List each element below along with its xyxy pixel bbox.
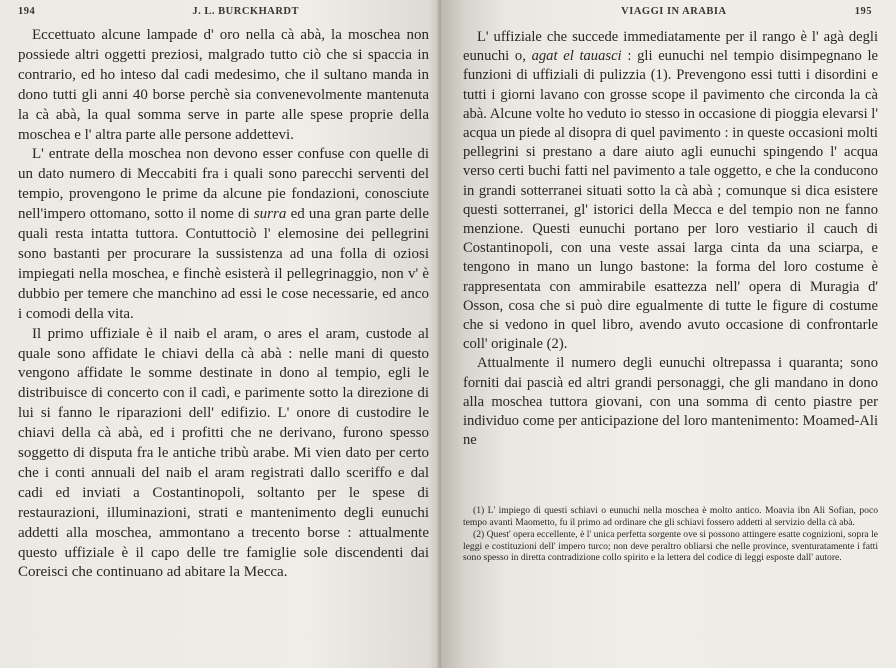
footnotes xyxy=(463,505,878,565)
left-page xyxy=(0,0,441,668)
right-paragraph-1 xyxy=(463,28,878,354)
running-head-author: J. L. BURCKHARDT xyxy=(192,6,299,17)
page-number-left: 194 xyxy=(18,6,36,17)
footnote-2: (2) Quest' opera eccellente, è l' unica perfetta sorgente ove si possono attingere esatte cognizioni, sopra le leggi e costituzioni dell' impero turco; non deve peraltro obliarsi che nelle province, sventuratamente i fatti sono spesso in diretta contradizione collo spirito e la lettera del codice di leggi esposte dall' autore. xyxy=(463,529,878,564)
left-running-head xyxy=(18,6,429,22)
surra-term: surra xyxy=(253,206,287,223)
left-paragraph-2 xyxy=(18,145,429,324)
running-head-title: VIAGGI IN ARABIA xyxy=(621,6,727,17)
left-paragraph-2-end: ed una gran parte delle quali resta intatta tuttora. Contuttociò l' elemosine dei pellegrini sono bastanti per procurare la sussistenza ad una folla di oziosi impiegati nella moschea, e finchè esisterà il pellegrinaggio, non v' è dubbio per temere che manchino ad essi le cose necessarie, ed anco i comodi della vita. xyxy=(18,206,429,322)
page-number-right: 195 xyxy=(854,6,872,17)
right-page xyxy=(441,0,896,668)
left-paragraph-3: Il primo uffiziale è il naib el aram, o ares el aram, custode al quale sono affidate le chiavi della cà abà : nelle mani di questo vengono affidate le somme destinate in dono al tempio, egli le distribuisce di concerto con il cadì, e parimente sotto la direzione di lui si fanno le riparazioni dell' edifizio. L' onore di custodire le chiavi della cà abà, ed i profitti che ne derivano, furono spesso soggetto di disputa fra le antiche tribù arabe. Mi vien dato per certo che i conti annuali del naib el aram registrati dallo sceriffo e dal cadi ed inviati a Costantinopoli, soltanto per le spese di restaurazioni, illuminazioni, strati e mantenimento degli eunuchi addetti alla moschea, ammontano a trecento borse : attualmente questo uffiziale è il capo delle tre famiglie sole discendenti dai Coreisci che continuano ad abitare la Mecca. xyxy=(18,325,429,581)
left-body xyxy=(18,26,429,583)
footnote-1: (1) L' impiego di questi schiavi o eunuchi nella moschea è molto antico. Moavia ibn Ali Sofian, poco tempo avanti Maometto, fu il primo ad ordinare che gli schiavi fossero addetti al servizio della cà abà. xyxy=(463,505,878,528)
right-paragraph-2: Attualmente il numero degli eunuchi oltrepassa i quaranta; sono forniti dai pascià ed altri grandi personaggi, che gli mandano in dono alla moschea tuttora giovani, con una somma di cento piastre per individuo come per anticipazione del loro mantenimento: Moamed-Ali ne xyxy=(463,355,878,449)
right-body xyxy=(463,28,878,450)
right-paragraph-1-start: L' uffiziale che succede immediatamente per il rango è l' agà degli eunuchi o, xyxy=(463,29,878,65)
right-paragraph-1-rest: : gli eunuchi nel tempio disimpegnano le funzioni di uffiziali di pulizzia (1). Prevengono essi tutti i disordini e tutti i giorni lavano con grosse scope il pavimento che circonda la cà abà. Alcune volte ho veduto io stesso in occasione di pioggia elevarsi l' acqua un piede al disopra di quel pavimento : in queste occasioni molti pellegrini si prestano a dare aiuto agli eunuchi spingendo l' acqua verso certi buchi fatti nel pavimento a tale oggetto, e che la conducono in grandi sotterranei situati sotto la cà abà ; comunque si dica esistere questi sotterranei, gl' istorici della Mecca e del tempio non ne fanno menzione. Questi eunuchi portano per loro vestiario il cauch di Costantinopoli, con una veste assai larga cinta da una sciarpa, e tengono in mano un lungo bastone: la forma del loro costume è rappresentata con ammirabile esattezza nell' opera di Muragia d' Osson, cosa che si può dire egualmente di tutte le figure di costume che si vedono in quel libro, avendo avuto occasione di confrontarle coll' originale (2). xyxy=(463,48,878,353)
agat-term: agat el tauasci xyxy=(531,48,622,65)
left-paragraph-2-start: L' entrate della moschea non devono esser confuse con quelle di un dato numero di Meccabiti fra i quali sono parecchi serventi del tempio, provengono le prime da alcune pie fondazioni, conosciute nell'impero ottomano, sotto il nome di xyxy=(18,146,429,223)
left-paragraph-1: Eccettuato alcune lampade d' oro nella cà abà, la moschea non possiede altri oggetti preziosi, malgrado tutto ciò che si spaccia in contrario, ed ho inteso dal cadi medesimo, che il sultano manda in dono tutti gli anni 40 borse perchè sia convenevolmente mantenuta la cà abà, la qual somma serve in parte alle spese proprie della moschea e l' altra parte alle persone addettevi. xyxy=(18,27,429,143)
right-running-head xyxy=(463,6,878,22)
